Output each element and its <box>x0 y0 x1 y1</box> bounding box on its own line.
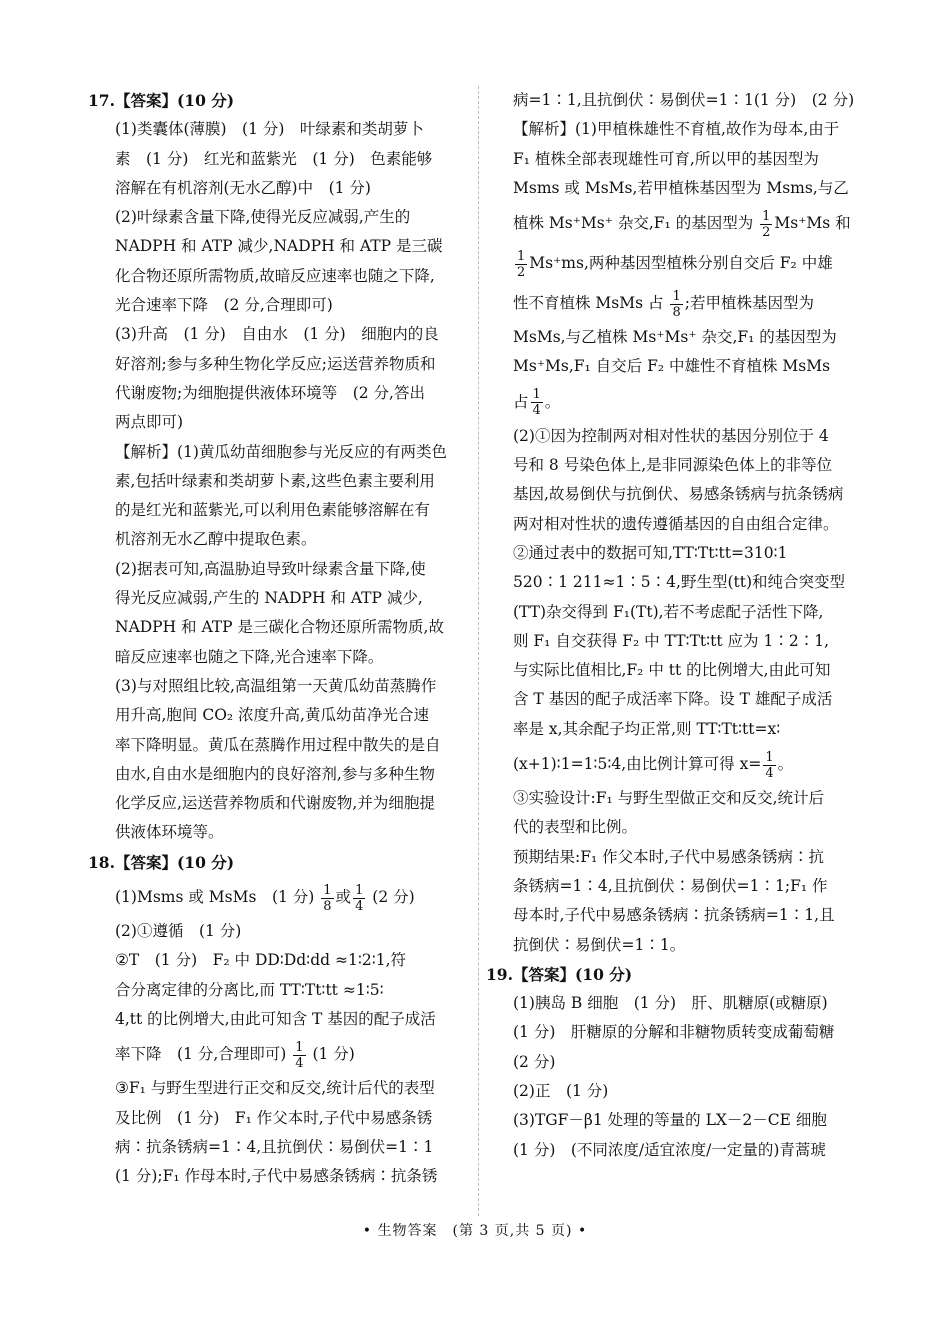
r-half-line: $\frac{1}{2}$ Ms⁺ms,两种基因型植株分别自交后 F₂ 中雄 <box>517 248 833 280</box>
text-line: 的是红光和蓝紫光,可以利用色素能够溶解在有 <box>115 501 430 520</box>
text-line: MsMs,与乙植株 Ms⁺Ms⁺ 杂交,F₁ 的基因型为 <box>513 328 837 347</box>
column-divider <box>478 86 479 1216</box>
text-line: 素,包括叶绿素和类胡萝卜素,这些色素主要利用 <box>115 471 435 490</box>
q18-a1-text: (1)Msms 或 MsMs (1 分) <box>115 888 315 907</box>
text-line: 化学反应,运送营养物质和代谢废物,并为细胞提 <box>115 794 435 813</box>
text-line: (1)胰岛 B 细胞 (1 分) 肝、肌糖原(或糖原) <box>513 994 828 1013</box>
text-line: 条锈病=1∶4,且抗倒伏∶易倒伏=1∶1;F₁ 作 <box>513 876 828 895</box>
fraction-1-2: $\frac{1}{2}$ <box>762 208 771 240</box>
r-quarter-line: 占 $\frac{1}{4}$ 。 <box>513 387 561 419</box>
text-line: 与实际比值相比,F₂ 中 tt 的比例增大,由此可知 <box>513 661 831 680</box>
text-line: 基因,故易倒伏与抗倒伏、易感条锈病与抗条锈病 <box>513 485 844 504</box>
left-column <box>88 86 463 1191</box>
text-line: 代谢废物;为细胞提供液体环境等 (2 分,答出 <box>115 383 425 402</box>
fraction-1-4: $\frac{1}{4}$ <box>532 387 541 419</box>
text-line: 则 F₁ 自交获得 F₂ 中 TT∶Tt∶tt 应为 1∶2∶1, <box>513 631 829 650</box>
text-line: (2 分) <box>513 1052 556 1071</box>
text-line: (1 分);F₁ 作母本时,子代中易感条锈病∶抗条锈 <box>115 1167 438 1186</box>
text-line: 17.【答案】(10 分) <box>88 91 235 110</box>
right-top-lines <box>513 86 863 203</box>
text-line: 得光反应减弱,产生的 NADPH 和 ATP 减少, <box>115 589 423 608</box>
text-line: 及比例 (1 分) F₁ 作父本时,子代中易感条锈 <box>115 1108 433 1127</box>
text-line: (1 分) 肝糖原的分解和非糖物质转变成葡萄糖 <box>513 1023 835 1042</box>
text-line: 预期结果:F₁ 作父本时,子代中易感条锈病∶抗 <box>513 847 825 866</box>
text-line: 【解析】(1)甲植株雄性不育植,故作为母本,由于 <box>513 120 840 139</box>
text-line: 率下降明显。黄瓜在蒸腾作用过程中散失的是自 <box>115 735 441 754</box>
text-line: (1 分) (不同浓度/适宜浓度/一定量的)青蒿琥 <box>513 1140 826 1159</box>
text-line: 光合速率下降 (2 分,合理即可) <box>115 296 333 315</box>
right-section-3 <box>513 784 863 960</box>
text-line: NADPH 和 ATP 是三碳化合物还原所需物质,故 <box>115 618 444 637</box>
text-line: 溶解在有机溶剂(无水乙醇)中 (1 分) <box>115 178 371 197</box>
text-line: 暗反应速率也随之下降,光合速率下降。 <box>115 647 384 666</box>
text-line: 号和 8 号染色体上,是非同源染色体上的非等位 <box>513 456 833 475</box>
r-genotype-line: 植株 Ms⁺Ms⁺ 杂交,F₁ 的基因型为 $\frac{1}{2}$ Ms⁺Ms 和 <box>513 208 851 240</box>
fraction-1-4: $\frac{1}{4}$ <box>355 882 364 914</box>
r-x-line: (x+1)∶1=1∶5∶4,由比例计算可得 x= $\frac{1}{4}$ 。 <box>513 749 794 781</box>
q18-heading: 18.【答案】(10 分) <box>88 852 235 872</box>
text-line: 两对相对性状的遗传遵循基因的自由组合定律。 <box>513 514 839 533</box>
text-line: 机溶剂无水乙醇中提取色素。 <box>115 530 317 549</box>
text-line: 素 (1 分) 红光和蓝紫光 (1 分) 色素能够 <box>115 149 433 168</box>
text-line: (3)升高 (1 分) 自由水 (1 分) 细胞内的良 <box>115 325 439 344</box>
q18-answer-1 <box>88 877 463 917</box>
text-line: ③F₁ 与野生型进行正交和反交,统计后代的表型 <box>115 1079 435 1098</box>
page-footer: • 生物答案 (第 3 页,共 5 页) • <box>362 1223 588 1239</box>
right-mid-lines <box>513 323 863 382</box>
q18-rate-text: 率下降 (1 分,合理即可) <box>115 1045 287 1064</box>
text-line: 好溶剂;参与多种生物化学反应;运送营养物质和 <box>115 354 436 373</box>
text-line: 合分离定律的分离比,而 TT∶Tt∶tt ≈1∶5∶ <box>115 980 384 999</box>
fraction-1-4: $\frac{1}{4}$ <box>295 1039 304 1071</box>
right-column <box>486 86 863 1165</box>
text-line: 含 T 基因的配子成活率下降。设 T 雄配子成活 <box>513 690 833 709</box>
fraction-1-4: $\frac{1}{4}$ <box>765 749 774 781</box>
text-line: ②T (1 分) F₂ 中 DD∶Dd∶dd ≈1∶2∶1,符 <box>115 951 407 970</box>
text-line: 用升高,胞间 CO₂ 浓度升高,黄瓜幼苗净光合速 <box>115 706 429 725</box>
text-line: 由水,自由水是细胞内的良好溶剂,参与多种生物 <box>115 764 435 783</box>
text-line: (2)①因为控制两对相对性状的基因分别位于 4 <box>513 426 829 445</box>
text-line: 率是 x,其余配子均正常,则 TT∶Tt∶tt=x∶ <box>513 719 781 738</box>
text-line: 代的表型和比例。 <box>513 818 638 837</box>
q18-rate-score: (1 分) <box>312 1045 355 1064</box>
text-line: (2)正 (1 分) <box>513 1082 609 1101</box>
q19-heading: 19.【答案】(10 分) <box>486 964 633 984</box>
right-section-2 <box>513 422 863 744</box>
q18-lines <box>88 917 463 1034</box>
text-line: (2)①遵循 (1 分) <box>115 922 242 941</box>
q18-a1-or: 或 <box>335 888 352 907</box>
text-line: 化合物还原所需物质,故暗反应速率也随之下降, <box>115 266 435 285</box>
text-line: ③实验设计:F₁ 与野生型做正交和反交,统计后 <box>513 789 825 808</box>
text-line: 520∶1 211≈1∶5∶4,野生型(tt)和纯合突变型 <box>513 573 846 592</box>
text-line: F₁ 植株全部表现雄性可育,所以甲的基因型为 <box>513 149 819 168</box>
fraction-1-8: $\frac{1}{8}$ <box>672 288 681 320</box>
text-line: (2)叶绿素含量下降,使得光反应减弱,产生的 <box>115 208 411 227</box>
text-line: 两点即可) <box>115 413 184 432</box>
text-line: 抗倒伏∶易倒伏=1∶1。 <box>513 935 686 954</box>
r-eighth-line: 性不育植株 MsMs 占 $\frac{1}{8}$ ;若甲植株基因型为 <box>513 288 814 320</box>
text-line: 病∶抗条锈病=1∶4,且抗倒伏∶易倒伏=1∶1 <box>115 1137 434 1156</box>
q17-block <box>88 86 463 848</box>
q18-a1-score: (2 分) <box>372 888 415 907</box>
text-line: ②通过表中的数据可知,TT∶Tt∶tt=310∶1 <box>513 543 788 562</box>
fraction-1-2: $\frac{1}{2}$ <box>517 248 526 280</box>
text-line: 【解析】(1)黄瓜幼苗细胞参与光反应的有两类色 <box>115 442 447 461</box>
text-line: NADPH 和 ATP 减少,NADPH 和 ATP 是三碳 <box>115 237 443 256</box>
text-line: 病=1∶1,且抗倒伏∶易倒伏=1∶1(1 分) (2 分) <box>513 91 855 109</box>
text-line: 供液体环境等。 <box>115 823 224 842</box>
text-line: (3)与对照组比较,高温组第一天黄瓜幼苗蒸腾作 <box>115 676 437 695</box>
text-line: 母本时,子代中易感条锈病∶抗条锈病=1∶1,且 <box>513 906 835 925</box>
text-line: Msms 或 MsMs,若甲植株基因型为 Msms,与乙 <box>513 178 849 197</box>
q18-tail <box>88 1074 463 1191</box>
text-line: (TT)杂交得到 F₁(Tt),若不考虑配子活性下降, <box>513 602 824 621</box>
fraction-1-8: $\frac{1}{8}$ <box>323 882 332 914</box>
text-line: 4,tt 的比例增大,由此可知含 T 基因的配子成活 <box>115 1009 436 1028</box>
q18-rate-line <box>88 1034 463 1074</box>
text-line: Ms⁺Ms,F₁ 自交后 F₂ 中雄性不育植株 MsMs <box>513 357 831 376</box>
q19-block <box>513 989 863 1165</box>
text-line: (1)类囊体(薄膜) (1 分) 叶绿素和类胡萝卜 <box>115 120 424 139</box>
text-line: (2)据表可知,高温胁迫导致叶绿素含量下降,使 <box>115 559 426 578</box>
text-line: (3)TGF－β1 处理的等量的 LX－2－CE 细胞 <box>513 1111 827 1130</box>
